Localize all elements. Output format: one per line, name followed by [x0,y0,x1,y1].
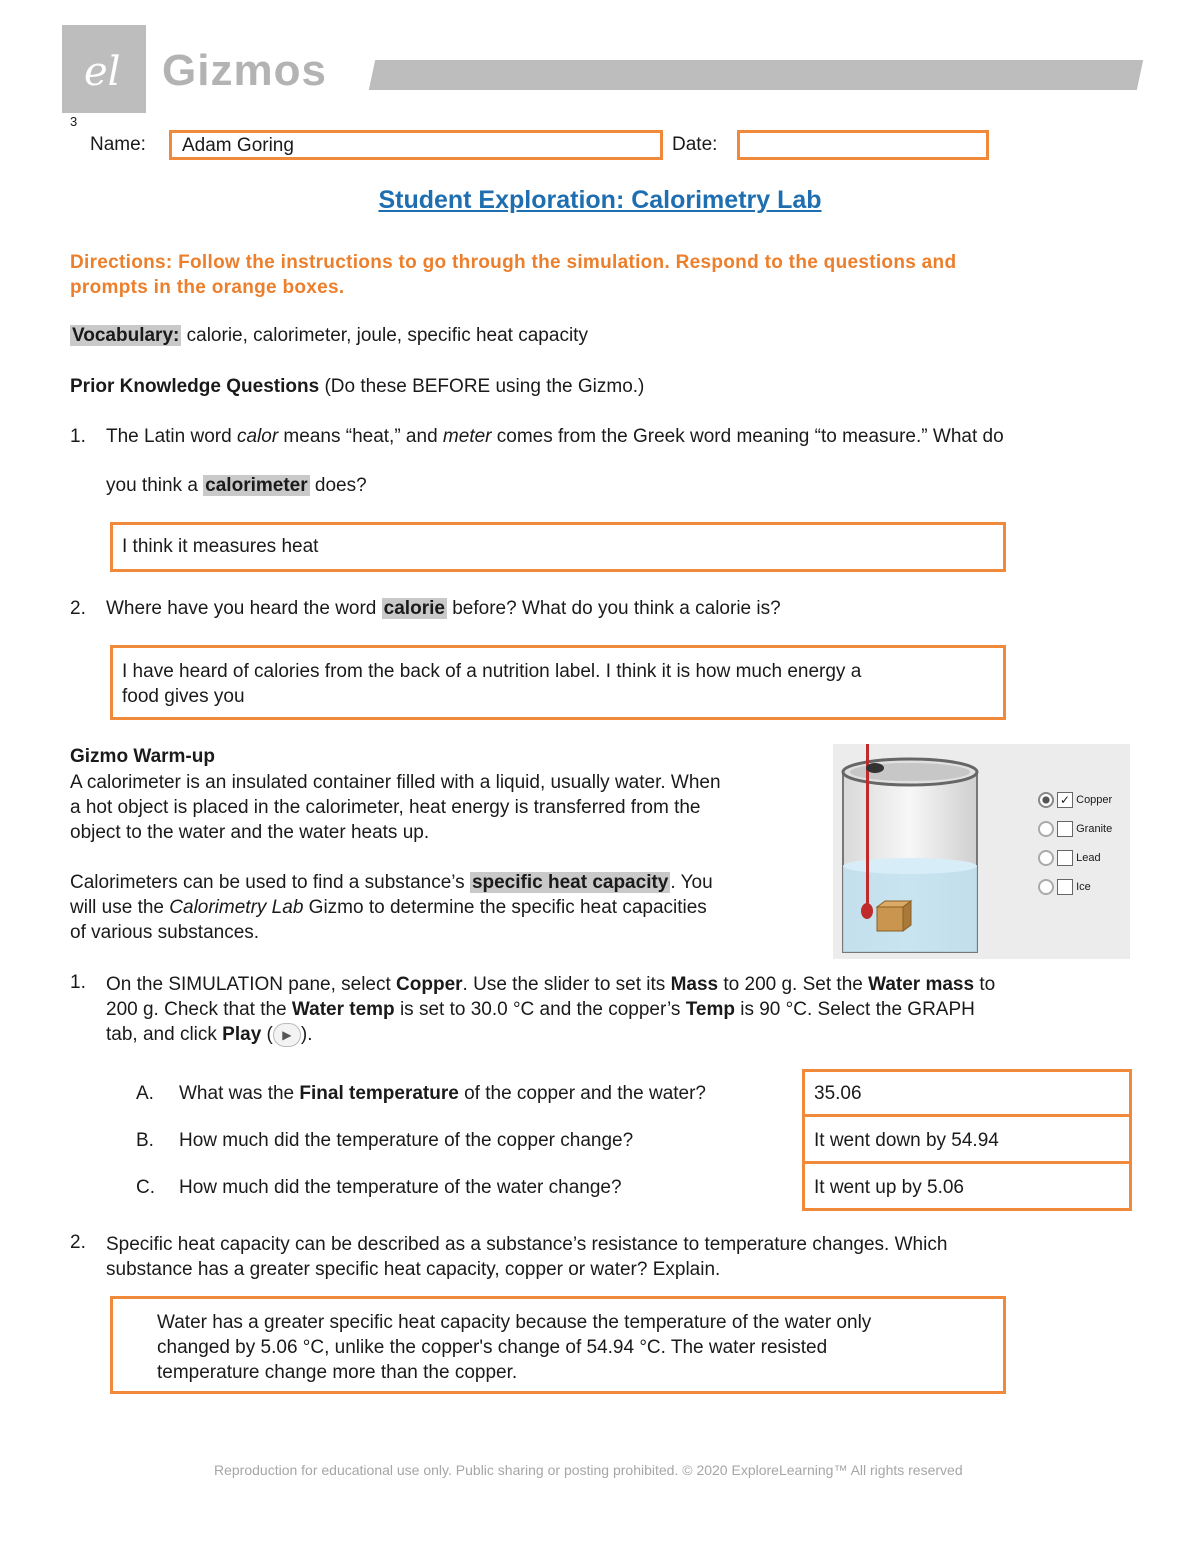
pk-q1-text: means “heat,” and [278,426,443,447]
pk-q1-text: does? [309,475,367,496]
pk-q1-text: comes from the Greek word meaning “to measure.” What do [491,426,1004,447]
q2-answer-line: temperature change more than the copper. [157,1362,518,1383]
q-text: What was the [179,1083,300,1104]
substance-label: Granite [1076,823,1113,835]
q1-part-c-answer-field[interactable] [805,1166,1129,1211]
pk-q1-text-line2 [106,475,367,497]
q1-part-a-answer: 35.06 [814,1083,862,1104]
checkbox-checked-icon: ✓ [1057,792,1073,808]
warmup-q1-text [106,972,995,1047]
pk-q2-answer-line: food gives you [122,686,245,707]
q1-bold: Mass [670,974,719,995]
el-logo-icon [62,25,146,113]
q2-answer-line: changed by 5.06 °C, unlike the copper's change of 54.94 °C. The water resisted [157,1337,828,1358]
q1-part-c-question: How much did the temperature of the water change? [179,1177,622,1198]
warmup-text: of various substances. [70,922,260,943]
page-marker: 3 [70,114,78,129]
vocabulary-terms: calorie, calorimeter, joule, specific heat capacity [186,325,588,346]
radio-icon [1038,821,1054,837]
pk-q1-answer: I think it measures heat [122,536,319,557]
svg-text:el: el [84,49,121,95]
directions-line: prompts in the orange boxes. [70,277,345,298]
q1-part-c-letter: C. [136,1177,155,1198]
name-value: Adam Goring [182,135,294,156]
header-bar [369,60,1143,90]
warmup-text: . You [670,872,713,893]
page-title: Student Exploration: Calorimetry Lab [378,186,822,214]
q1-part-b-answer-field[interactable] [805,1119,1129,1164]
pk-q2-term: calorie [383,598,445,619]
q1-text: . Use the slider to set its [462,974,671,995]
substance-option-lead[interactable] [1038,844,1112,873]
substance-option-copper[interactable] [1038,786,1112,815]
q1-text: On the SIMULATION pane, select [106,974,397,995]
pk-q1-text: you think a [106,475,204,496]
substance-label: Copper [1076,794,1113,806]
substance-options [1038,786,1112,902]
pk-q2-text-part: Where have you heard the word [106,598,382,619]
checkbox-icon [1057,879,1073,895]
warmup-paragraph-1 [70,770,721,845]
pk-q1-meter: meter [442,426,492,447]
prior-note: (Do these BEFORE using the Gizmo.) [324,376,645,397]
q-text: of the copper and the water? [458,1083,706,1104]
warmup-text: Calorimeters can be used to find a substance’s [70,872,470,893]
warmup-text: Gizmo to determine the specific heat capacities [303,897,707,918]
q2-line: substance has a greater specific heat capacity, copper or water? Explain. [106,1259,721,1280]
vocabulary-label: Vocabulary: [72,325,180,346]
brand-name: Gizmos [162,46,327,95]
q1-part-c-answer: It went up by 5.06 [814,1177,964,1198]
q2-answer-box[interactable] [110,1296,1006,1394]
warmup-heading: Gizmo Warm-up [70,746,215,767]
checkbox-icon [1057,850,1073,866]
warmup-q2-number: 2. [70,1232,86,1253]
q1-text: is 90 °C. Select the GRAPH [734,999,975,1020]
warmup-line: object to the water and the water heats up. [70,822,430,843]
date-label: Date: [672,134,718,155]
warmup-line: A calorimeter is an insulated container filled with a liquid, usually water. When [70,772,721,793]
substance-label: Ice [1076,881,1091,893]
q1-text: ). [300,1024,313,1045]
substance-option-granite[interactable] [1038,815,1112,844]
pk-q1-text: The Latin word [106,426,237,447]
radio-icon [1038,850,1054,866]
pk-q1-text-line1 [106,426,1004,448]
warmup-q2-text [106,1232,947,1282]
q1-part-a-answer-field[interactable] [805,1072,1129,1117]
substance-label: Lead [1076,852,1101,864]
q1-bold: Water temp [291,999,395,1020]
warmup-line: a hot object is placed in the calorimeter, heat energy is transferred from the [70,797,701,818]
pk-q2-text-part: before? What do you think a calorie is? [446,598,781,619]
directions-line: Directions: Follow the instructions to go through the simulation. Respond to the questions and [70,252,957,273]
calorimeter-image [833,744,1130,959]
q1-part-b-answer: It went down by 54.94 [814,1130,999,1151]
name-label: Name: [90,134,146,155]
q1-part-b-question: How much did the temperature of the copper change? [179,1130,634,1151]
q1-text: tab, and click [106,1024,223,1045]
q2-line: Specific heat capacity can be described as a substance’s resistance to temperature changes. Which [106,1234,948,1255]
q1-bold: Temp [685,999,735,1020]
q-bold: Final temperature [299,1083,459,1104]
radio-selected-icon [1038,792,1054,808]
pk-q1-calor: calor [236,426,279,447]
footer-copyright: Reproduction for educational use only. Public sharing or posting prohibited. © 2020 ExploreLearning™ All rights reserved [214,1462,963,1478]
warmup-term: specific heat capacity [471,872,669,893]
q1-text: 200 g. Check that the [106,999,292,1020]
radio-icon [1038,879,1054,895]
q1-answers-box [802,1069,1132,1211]
pk-q2-number: 2. [70,598,86,619]
prior-heading: Prior Knowledge Questions [70,376,320,397]
substance-option-ice[interactable] [1038,873,1112,902]
q1-text: is set to 30.0 °C and the copper’s [394,999,686,1020]
warmup-q1-number: 1. [70,972,86,993]
checkbox-icon [1057,821,1073,837]
directions [70,250,956,300]
vocabulary [70,325,588,347]
q1-text: to [974,974,996,995]
warmup-gizmo-name: Calorimetry Lab [169,897,304,918]
q1-part-a-question [179,1083,706,1105]
prior-knowledge-heading [70,376,644,398]
q1-text: ( [261,1024,273,1045]
name-field[interactable] [169,130,663,160]
play-icon: ▶ [273,1023,301,1047]
warmup-text: will use the [70,897,170,918]
q1-bold: Play [222,1024,262,1045]
pk-q2-text [106,598,781,620]
q1-bold: Copper [396,974,463,995]
pk-q1-term: calorimeter [205,475,308,496]
q2-answer-line: Water has a greater specific heat capacity because the temperature of the water only [157,1312,872,1333]
pk-q2-answer-box[interactable] [110,645,1006,720]
date-field[interactable] [737,130,989,160]
q1-part-b-letter: B. [136,1130,154,1151]
q1-bold: Water mass [868,974,975,995]
q1-text: to 200 g. Set the [718,974,869,995]
warmup-paragraph-2 [70,870,713,945]
explorelearning-logo [62,25,146,113]
pk-q1-answer-box[interactable] [110,522,1006,572]
pk-q2-answer-line: I have heard of calories from the back of a nutrition label. I think it is how much energy a [122,661,862,682]
pk-q1-number: 1. [70,426,86,447]
q1-part-a-letter: A. [136,1083,154,1104]
